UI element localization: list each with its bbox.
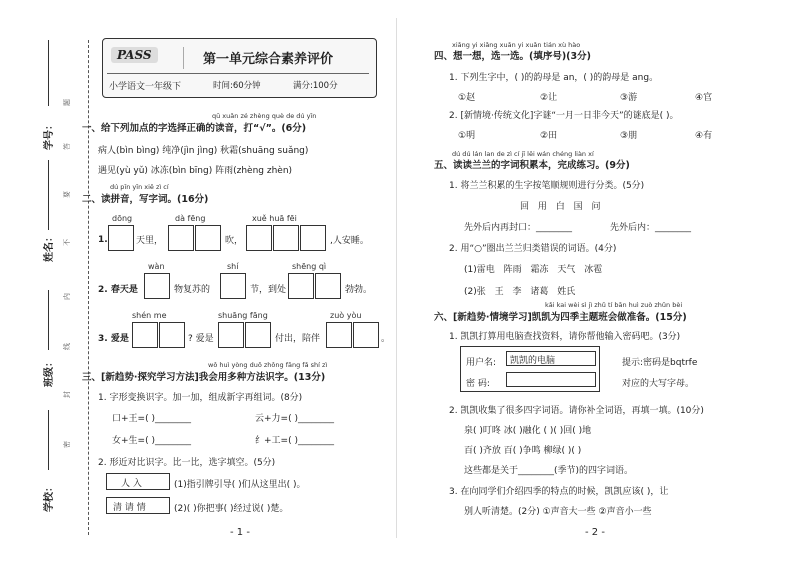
s6-words-1[interactable]: 泉( )叮咚 冰( )融化 ( )( )回( )地 [464,426,592,436]
s6-question-3: 3. 在向同学们介绍四季的特点的时候，凯凯应该( )，让 [449,487,669,497]
text: 。 [381,334,391,344]
write-box[interactable] [144,273,170,299]
name-blank[interactable] [48,160,49,230]
pinyin: shēng qì [292,262,327,271]
id-blank[interactable] [48,40,49,106]
school-label: 学校： [44,482,55,512]
write-box[interactable] [108,225,134,251]
s3-answer[interactable]: 纟+工=( )________ [255,436,334,446]
option[interactable]: ②让 [540,93,558,103]
s3-fill-2[interactable]: (2)( )你把事( )经过说( )楚。 [174,504,289,514]
section-2-heading: 二、读拼音，写字词。(16分) [82,194,209,205]
write-box[interactable] [273,225,299,251]
s5-fill-2[interactable]: 先外后内：________ [610,223,692,233]
option[interactable]: ②田 [540,131,558,141]
s5-fill-1[interactable]: 先外后内再封口：________ [464,223,573,233]
text: 吹， [225,236,244,246]
option[interactable]: ①明 [458,131,476,141]
section-5-heading: 五、读读兰兰的字词积累本，完成练习。(9分) [434,160,630,171]
s6-words-3[interactable]: 这些都是关于________(季节)的四字词语。 [464,466,634,476]
pinyin-hint: dú dú lán lan de zì cí jī lěi wán chéng liàn xí [452,150,594,158]
write-box[interactable] [132,322,158,348]
write-box[interactable] [168,225,194,251]
header-divider [183,47,184,69]
s3-question-2: 2. 形近对比识字。比一比，选字填空。(5分) [98,458,276,468]
write-box[interactable] [246,225,272,251]
pinyin: shí [227,262,239,271]
s6-question-3-options[interactable]: 别人听清楚。(2分) ①声音大一些 ②声音小一些 [464,507,652,517]
password-field[interactable] [506,372,596,387]
score-label: 满分:100分 [293,81,338,91]
write-box[interactable] [288,273,314,299]
text: 付出，陪伴 [275,334,321,344]
pinyin: shuāng fāng [218,311,268,320]
option[interactable]: ④官 [695,93,713,103]
text: 天里， [136,236,164,246]
seal-char: 内 [63,293,71,300]
text: 勃勃。 [345,285,373,295]
username-field[interactable]: 凯凯的电脑 [506,351,596,366]
time-label: 时间:60分钟 [213,81,261,91]
write-box[interactable] [353,322,379,348]
pinyin-hint: kǎi kai wèi sì jì zhǔ tí bān huì zuò zhǔn bèi [545,301,683,309]
seal-char: 封 [63,391,71,398]
option[interactable]: ③游 [620,93,638,103]
header-rule [107,73,369,74]
pinyin-hint: wǒ huì yòng duō zhǒng fāng fǎ shí zì [208,361,328,369]
pinyin-hint: dú pīn yīn xiě zì cí [110,183,169,191]
text: 物复苏的 [174,285,211,295]
option[interactable]: ①赵 [458,93,476,103]
write-box[interactable] [220,273,246,299]
s3-answer[interactable]: 口+王=( )________ [112,414,191,424]
s3-answer[interactable]: 云+力=( )________ [255,414,334,424]
seal-char: 题 [63,99,71,106]
choice-box: 清 请 情 [106,497,170,514]
choice-box: 人 入 [106,473,170,490]
section-3-heading: 三、[新趋势·探究学习方法]我会用多种方法识字。(13分) [82,372,326,383]
s4-question-2: 2. [新情境·传统文化]字谜“一月一日非今天”的谜底是( )。 [449,111,679,121]
s3-answer[interactable]: 女+生=( )________ [112,436,191,446]
pinyin: dōng [112,214,133,223]
s6-words-2[interactable]: 百( )齐放 百( )争鸣 柳绿( )( ) [464,446,582,456]
item-number: 1. [98,235,108,245]
pinyin: wàn [148,262,165,271]
seal-char: 密 [63,441,71,448]
write-box[interactable] [300,225,326,251]
pinyin: shén me [132,311,167,320]
seal-char: 要 [63,191,71,198]
write-box[interactable] [159,322,185,348]
pinyin-hint: xiǎng yi xiǎng xuǎn yi xuǎn tián xù hào [452,41,581,49]
option[interactable]: ④有 [695,131,713,141]
name-label: 姓名： [44,232,55,262]
seal-char: 答 [63,143,71,150]
seal-char: 线 [63,343,71,350]
write-box[interactable] [195,225,221,251]
s4-question-1: 1. 下列生字中，( )的韵母是 an，( )的韵母是 ang。 [449,73,659,83]
seal-line [88,40,89,535]
pinyin: xuě huā fēi [252,214,297,223]
s5-row-1[interactable]: (1)雷电 阵雨 霜冻 天气 冰雹 [464,265,603,275]
s3-question-1: 1. 字形变换识字。加一加，组成新字再组词。(8分) [98,393,303,403]
s5-row-2[interactable]: (2)张 王 李 诸葛 姓氏 [464,287,576,297]
seal-char: 不 [63,239,71,246]
write-box[interactable] [245,322,271,348]
write-box[interactable] [218,322,244,348]
class-label: 班级： [44,357,55,387]
text: ,人安睡。 [330,236,369,246]
text: ? 爱是 [188,334,214,344]
s1-row-1: 病人(bìn bìng) 纯净(jìn jìng) 秋霜(shuāng suǎng) [98,146,309,156]
s3-fill-1[interactable]: (1)指引牌引导( )们从这里出( )。 [174,480,306,490]
s6-question-2: 2. 凯凯收集了很多四字词语。请你补全词语，再填一填。(10分) [449,406,704,416]
page-title: 第一单元综合素养评价 [203,52,334,67]
s5-question-2: 2. 用“○”圈出兰兰归类错误的词语。(4分) [449,244,617,254]
pinyin-hint: qū xuǎn zé zhèng què de dú yīn [212,112,317,120]
s1-row-2: 遇见(yù yǔ) 冰冻(bìn bīng) 阵雨(zhèng zhèn) [98,166,293,176]
pinyin: dà fēng [175,214,206,223]
password-hint: 提示:密码是bqtrfe [622,358,698,368]
section-4-heading: 四、想一想，选一选。(填序号)(3分) [434,51,591,62]
item-text: 2. 春天是 [98,285,138,295]
option[interactable]: ③朋 [620,131,638,141]
username-label: 用户名: [466,358,497,368]
pinyin: zuò yòu [330,311,362,320]
school-blank[interactable] [48,410,49,470]
text: 节，到处 [250,285,287,295]
password-hint: 对应的大写字母。 [622,379,695,389]
write-box[interactable] [315,273,341,299]
password-label: 密 码: [466,379,490,389]
s6-question-1: 1. 凯凯打算用电脑查找资料，请你帮他输入密码吧。(3分) [449,332,681,342]
item-text: 3. 爱是 [98,334,129,344]
header-card [102,38,377,98]
section-1-heading: 一、给下列加点的字选择正确的读音，打“√”。(6分) [82,123,307,134]
write-box[interactable] [326,322,352,348]
pass-logo: PASS [111,47,158,63]
s5-question-1: 1. 将兰兰积累的生字按笔顺规则进行分类。(5分) [449,181,645,191]
section-6-heading: 六、[新趋势·情境学习]凯凯为四季主题班会做准备。(15分) [434,312,687,323]
page-number: - 1 - [230,527,250,538]
page-separator [396,18,397,538]
s5-chars: 回 用 白 国 问 [520,202,604,212]
page-number: - 2 - [585,527,605,538]
subject-label: 小学语文一年级下 [109,82,182,92]
class-blank[interactable] [48,290,49,350]
student-id-label: 学号： [44,120,55,150]
